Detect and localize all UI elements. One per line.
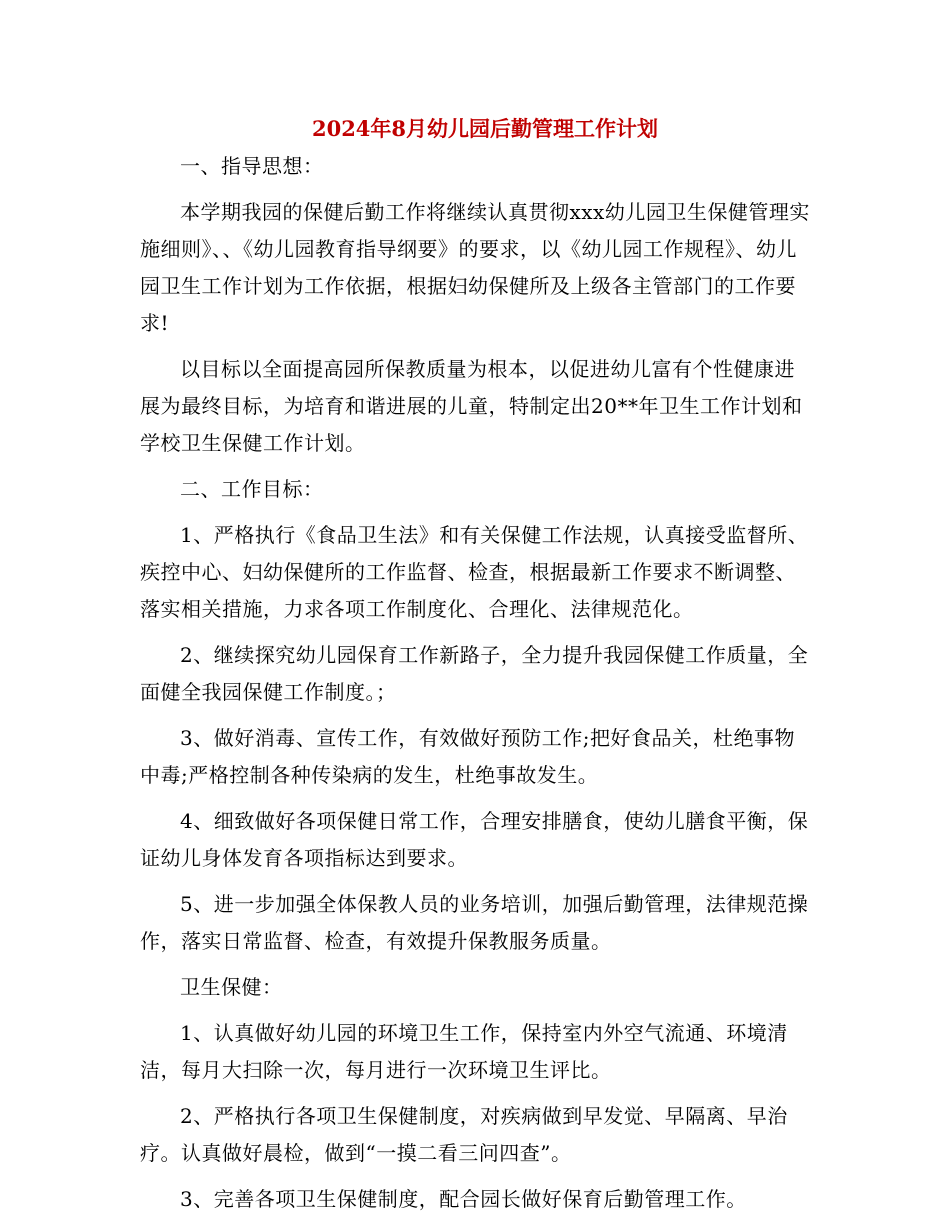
hygiene-item-1: 1、认真做好幼儿园的环境卫生工作，保持室内外空气流通、环境清洁，每月大扫除一次，每月进行一次环境卫生评比。: [140, 1021, 788, 1082]
document-body: [140, 148, 810, 1218]
objective-item-4: 4、细致做好各项保健日常工作，合理安排膳食，使幼儿膳食平衡，保证幼儿身体发育各项指标达到要求。: [140, 809, 809, 870]
section-heading-hygiene-health: 卫生保健：: [180, 975, 283, 999]
document-title: 2024年8月幼儿园后勤管理工作计划: [311, 116, 659, 141]
paragraph-intro: 本学期我园的保健后勤工作将继续认真贯彻xxx幼儿园卫生保健管理实施细则》、、《幼儿园教育指导纲要》的要求，以《幼儿园工作规程》、幼儿园卫生工作计划为工作依据，根据妇幼保健所及上级各主管部门的工作要求!: [140, 200, 810, 335]
objective-item-2: 2、继续探究幼儿园保育工作新路子，全力提升我园保健工作质量，全面健全我园保健工作制度。；: [140, 643, 809, 704]
objective-item-1: 1、严格执行《食品卫生法》和有关保健工作法规，认真接受监督所、疾控中心、妇幼保健所的工作监督、检查，根据最新工作要求不断调整、落实相关措施，力求各项工作制度化、合理化、法律规范化。: [140, 523, 809, 621]
paragraph-goal: 以目标以全面提高园所保教质量为根本，以促进幼儿富有个性健康进展为最终目标，为培育和谐进展的儿童，特制定出20**年卫生工作计划和 学校卫生保健工作计划。: [140, 357, 803, 455]
section-heading-guiding-thought: 一、指导思想：: [180, 154, 324, 178]
section-heading-work-objectives: 二、工作目标：: [180, 477, 324, 501]
hygiene-item-2: 2、严格执行各项卫生保健制度，对疾病做到早发觉、早隔离、早治疗。认真做好晨检，做到“一摸二看三问四查”。: [140, 1104, 788, 1165]
hygiene-item-3: 3、完善各项卫生保健制度，配合园长做好保育后勤管理工作。: [180, 1187, 747, 1211]
objective-item-3: 3、做好消毒、宣传工作，有效做好预防工作;把好食品关，杜绝事物中毒;严格控制各种传染病的发生，杜绝事故发生。: [140, 726, 795, 787]
objective-item-5: 5、进一步加强全体保教人员的业务培训，加强后勤管理，法律规范操作，落实日常监督、检查，有效提升保教服务质量。: [140, 892, 809, 953]
